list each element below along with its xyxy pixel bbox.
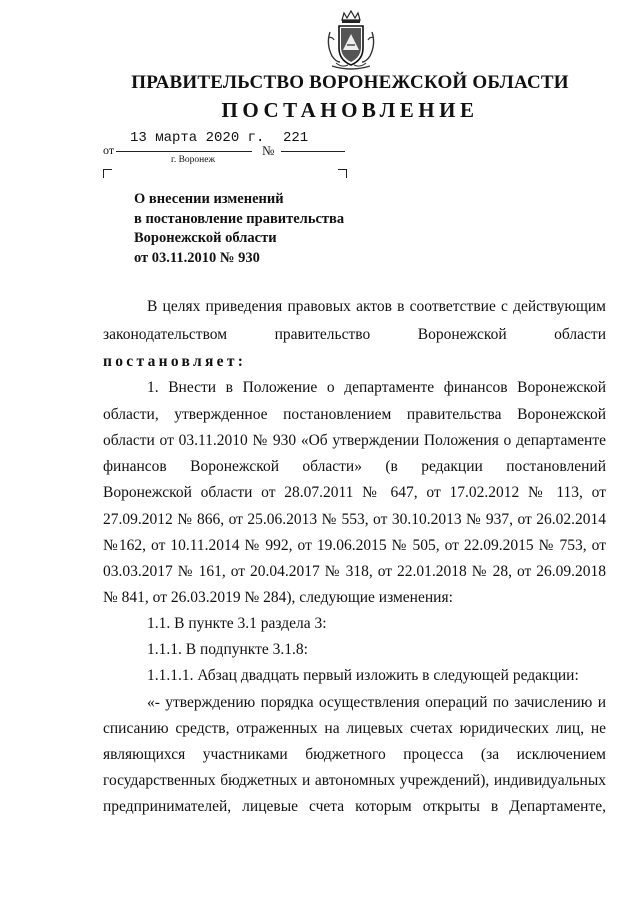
number-underline [281,151,345,152]
body-line: государственных бюджетных и автономных учреждений), индивидуальных [103,772,606,789]
body-line: предпринимателей, лицевые счета которым открыты в Департаменте, [103,798,606,815]
body-line: 03.03.2017 № 161, от 20.04.2017 № 318, от 22.01.2018 № 28, от 26.09.2018 [103,563,606,580]
subject-line: в постановление правительства [134,210,345,227]
document-number: 221 [283,130,309,146]
body-line: Воронежской области от 28.07.2011 № 647, от 17.02.2012 № 113, от [103,484,606,501]
body-line: «- утверждению порядка осуществления операций по зачислению и [147,694,606,711]
document-subject [134,190,344,268]
body-line: области от 03.11.2010 № 930 «Об утверждении Положения о департаменте [103,432,606,449]
body-line: 27.09.2012 № 866, от 25.06.2013 № 553, от 30.10.2013 № 937, от 26.02.2014 [103,511,606,528]
body-line: финансов Воронежской области» (в редакции постановлений [103,458,606,475]
body-line: области, утвержденное постановлением правительства Воронежской [103,406,606,423]
document-type: ПОСТАНОВЛЕНИЕ [221,98,479,122]
body-line: В целях приведения правовых актов в соответствие с действующим [147,298,606,315]
body-line: 1.1.1. В подпункте 3.1.8: [147,641,308,658]
number-sign: № [262,143,275,158]
body-line: являющихся участниками бюджетного процесса (за исключением [103,746,606,763]
organization-title: ПРАВИТЕЛЬСТВО ВОРОНЕЖСКОЙ ОБЛАСТИ [131,72,569,93]
body-line: 1.1.1.1. Абзац двадцать первый изложить в следующей редакции: [147,667,579,684]
date-underline [116,151,252,152]
body-line: 1. Внести в Положение о департаменте финансов Воронежской [147,379,606,396]
date-prefix: от [103,143,115,157]
body-line: №162, от 10.11.2014 № 992, от 19.06.2015 № 505, от 22.09.2015 № 753, от [103,537,606,554]
body-line: списанию средств, отраженных на лицевых счетах юридических лиц, не [103,720,606,737]
subject-line: О внесении изменений [134,191,284,207]
corner-mark-right [338,169,347,178]
body-line: 1.1. В пункте 3.1 раздела 3: [147,615,327,632]
body-line: законодательством правительство Воронежской области [103,326,606,343]
subject-line: Воронежской области [134,230,277,246]
city-label: г. Воронеж [171,155,216,165]
subject-line: от 03.11.2010 № 930 [134,249,260,266]
coat-of-arms-icon [322,10,380,72]
document-date: 13 марта 2020 г. [130,130,265,146]
body-line: № 841, от 26.03.2019 № 284), следующие изменения: [103,589,453,606]
body-line-decree: постановляет: [103,353,247,370]
corner-mark-left [103,169,112,178]
